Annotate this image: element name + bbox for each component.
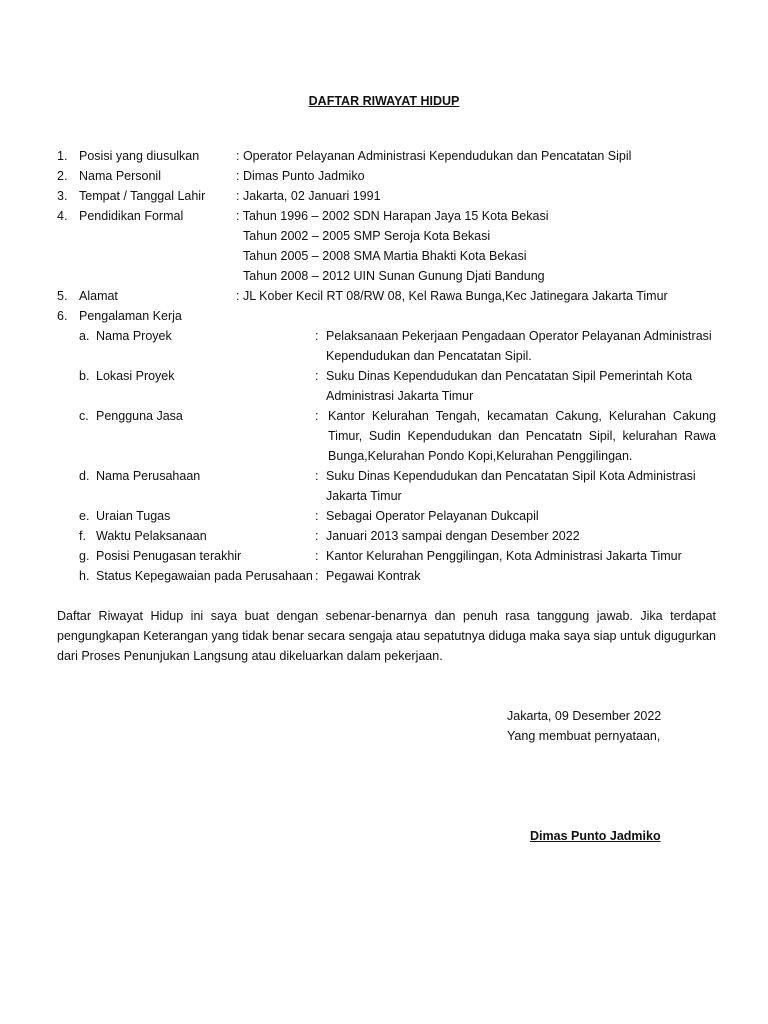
item-label-ttl: Tempat / Tanggal Lahir <box>79 189 206 203</box>
work-value-line: Kantor Kelurahan Tengah, kecamatan Cakung, Kelurahan Cakung <box>328 409 716 423</box>
work-value-line: Administrasi Jakarta Timur <box>326 389 474 403</box>
document-title: DAFTAR RIWAYAT HIDUP <box>308 94 460 108</box>
item-value-nama: : Dimas Punto Jadmiko <box>236 169 365 183</box>
item-label-posisi: Posisi yang diusulkan <box>79 149 200 163</box>
work-value-line: Suku Dinas Kependudukan dan Pencatatan Sipil Kota Administrasi <box>326 469 696 483</box>
work-label-uraian-tugas: Uraian Tugas <box>96 509 171 523</box>
work-label-nama-perusahaan: Nama Perusahaan <box>96 469 201 483</box>
work-colon: : <box>315 329 319 343</box>
statement-line: Daftar Riwayat Hidup ini saya buat dengan sebenar-benarnya dan penuh rasa tanggung jawab. Jika terdapat <box>57 609 716 623</box>
work-letter: d. <box>79 469 90 483</box>
signature-place-date: Jakarta, 09 Desember 2022 <box>507 709 662 723</box>
item-number: 4. <box>57 209 68 223</box>
item-label-nama: Nama Personil <box>79 169 161 183</box>
work-value-line: Januari 2013 sampai dengan Desember 2022 <box>326 529 580 543</box>
signature-name: Dimas Punto Jadmiko <box>530 829 661 843</box>
work-letter: b. <box>79 369 90 383</box>
item-value-alamat: : JL Kober Kecil RT 08/RW 08, Kel Rawa Bunga,Kec Jatinegara Jakarta Timur <box>236 289 668 303</box>
work-value-line: Sebagai Operator Pelayanan Dukcapil <box>326 509 539 523</box>
item-value-pendidikan: : Tahun 1996 – 2002 SDN Harapan Jaya 15 Kota Bekasi <box>236 209 549 223</box>
work-colon: : <box>315 549 319 563</box>
item-value-posisi: : Operator Pelayanan Administrasi Kependudukan dan Pencatatan Sipil <box>236 149 632 163</box>
item-label-alamat: Alamat <box>79 289 118 303</box>
work-value-line: Pelaksanaan Pekerjaan Pengadaan Operator Pelayanan Administrasi <box>326 329 712 343</box>
work-label-status-kepegawaian: Status Kepegawaian pada Perusahaan <box>96 569 313 583</box>
work-colon: : <box>315 469 319 483</box>
item-label-pengalaman: Pengalaman Kerja <box>79 309 182 323</box>
item-number: 3. <box>57 189 68 203</box>
work-value-line: Suku Dinas Kependudukan dan Pencatatan Sipil Pemerintah Kota <box>326 369 693 383</box>
work-colon: : <box>315 369 319 383</box>
work-colon: : <box>315 569 319 583</box>
item-number: 1. <box>57 149 68 163</box>
work-value-line: Pegawai Kontrak <box>326 569 421 583</box>
work-colon: : <box>315 409 319 423</box>
work-letter: g. <box>79 549 90 563</box>
work-value-line: Bunga,Kelurahan Pondo Kopi,Kelurahan Penggilingan. <box>328 449 633 463</box>
education-line: Tahun 2005 – 2008 SMA Martia Bhakti Kota Bekasi <box>243 249 527 263</box>
work-value-line: Kependudukan dan Pencatatan Sipil. <box>326 349 532 363</box>
work-letter: f. <box>79 529 86 543</box>
work-letter: h. <box>79 569 90 583</box>
statement-line: dari Proses Penunjukan Langsung atau dikeluarkan dalam pekerjaan. <box>57 649 443 663</box>
work-letter: e. <box>79 509 90 523</box>
item-number: 5. <box>57 289 68 303</box>
work-label-waktu-pelaksanaan: Waktu Pelaksanaan <box>96 529 207 543</box>
education-line: Tahun 2008 – 2012 UIN Sunan Gunung Djati Bandung <box>243 269 545 283</box>
work-colon: : <box>315 509 319 523</box>
statement-line: pengungkapan Keterangan yang tidak benar secara sengaja atau sepatutnya diduga maka saya siap untuk digugurkan <box>57 629 716 643</box>
work-label-posisi-penugasan: Posisi Penugasan terakhir <box>96 549 242 563</box>
education-line: Tahun 2002 – 2005 SMP Seroja Kota Bekasi <box>243 229 491 243</box>
work-label-lokasi-proyek: Lokasi Proyek <box>96 369 175 383</box>
work-label-nama-proyek: Nama Proyek <box>96 329 172 343</box>
work-value-line: Jakarta Timur <box>326 489 402 503</box>
work-letter: a. <box>79 329 90 343</box>
work-colon: : <box>315 529 319 543</box>
signature-closing: Yang membuat pernyataan, <box>507 729 661 743</box>
item-number: 2. <box>57 169 68 183</box>
item-label-pendidikan: Pendidikan Formal <box>79 209 184 223</box>
work-value-line: Timur, Sudin Kependudukan dan Pencatatn Sipil, kelurahan Rawa <box>328 429 716 443</box>
statement-paragraph <box>57 606 716 666</box>
item-value-ttl: : Jakarta, 02 Januari 1991 <box>236 189 381 203</box>
work-label-pengguna-jasa: Pengguna Jasa <box>96 409 183 423</box>
item-number: 6. <box>57 309 68 323</box>
work-value-line: Kantor Kelurahan Penggilingan, Kota Administrasi Jakarta Timur <box>326 549 682 563</box>
work-letter: c. <box>79 409 89 423</box>
